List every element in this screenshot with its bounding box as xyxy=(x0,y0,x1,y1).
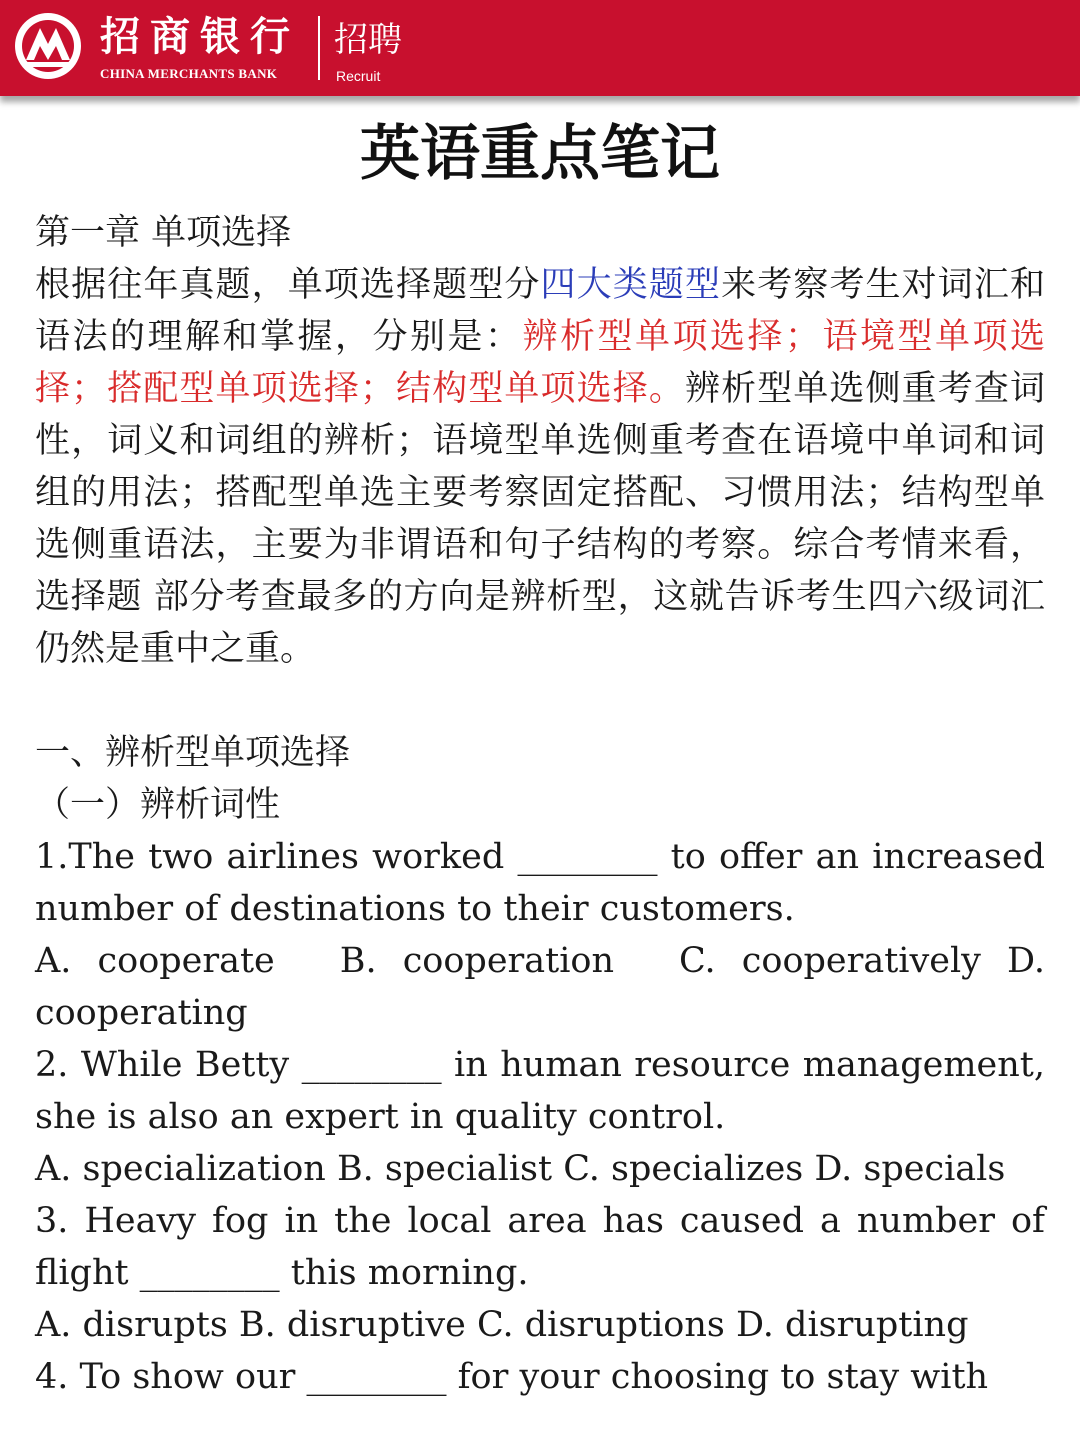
header-divider xyxy=(318,16,320,80)
intro-highlight-red: 辨析型单项选择；语境型单项选择；搭配型单项选择；结构型单项选择。 xyxy=(35,317,1045,409)
question-3-options: A. disrupts B. disruptive C. disruptions D. disrupting xyxy=(35,1305,969,1345)
chapter-heading: 第一章 单项选择 xyxy=(35,213,292,253)
cmb-logo-icon xyxy=(12,10,84,82)
page-title: 英语重点笔记 xyxy=(360,119,720,189)
question-2-stem: 2. While Betty ________ in human resource management, she is also an expert in quality control. xyxy=(35,1045,1045,1137)
question-1-stem: 1.The two airlines worked ________ to offer an increased number of destinations to their customers. xyxy=(35,837,1045,929)
subsection-heading: （一）辨析词性 xyxy=(35,785,281,825)
brand-name-en: CHINA MERCHANTS BANK xyxy=(100,66,278,81)
question-1-options: A. cooperate B. cooperation C. cooperatively D. cooperating xyxy=(35,941,1045,1033)
intro-text-1: 根据往年真题，单项选择题型分 xyxy=(35,265,541,305)
intro-paragraph xyxy=(35,259,1045,675)
blank-line xyxy=(35,675,1045,727)
question-4-stem: 4. To show our ________ for your choosing to stay with xyxy=(35,1357,989,1397)
brand-name-cn: 招商银行 xyxy=(100,14,300,60)
header-bar xyxy=(0,0,1080,96)
question-2-options: A. specialization B. specialist C. specializes D. specials xyxy=(35,1149,1006,1189)
intro-highlight-blue: 四大类题型 xyxy=(540,265,722,305)
intro-text-2: 来考察考生对词汇和语法的理解和掌握，分别是： xyxy=(35,265,1045,357)
section-heading: 一、辨析型单项选择 xyxy=(35,733,351,773)
recruit-label-cn: 招聘 xyxy=(334,20,402,60)
intro-text-3: 辨析型单选侧重考查词性，词义和词组的辨析；语境型单选侧重考查在语境中单词和词组的用法；搭配型单选主要考察固定搭配、习惯用法；结构型单选侧重语法，主要为非谓语和句子结构的考察。综合考情来看，选择题 部分考查最多的方向是辨析型，这就告诉考生四六级词汇仍然是重中之重。 xyxy=(35,369,1045,669)
document-body xyxy=(35,207,1045,1403)
question-3-stem: 3. Heavy fog in the local area has caused a number of flight ________ this morning. xyxy=(35,1201,1045,1293)
recruit-label-en: Recruit xyxy=(336,68,381,84)
